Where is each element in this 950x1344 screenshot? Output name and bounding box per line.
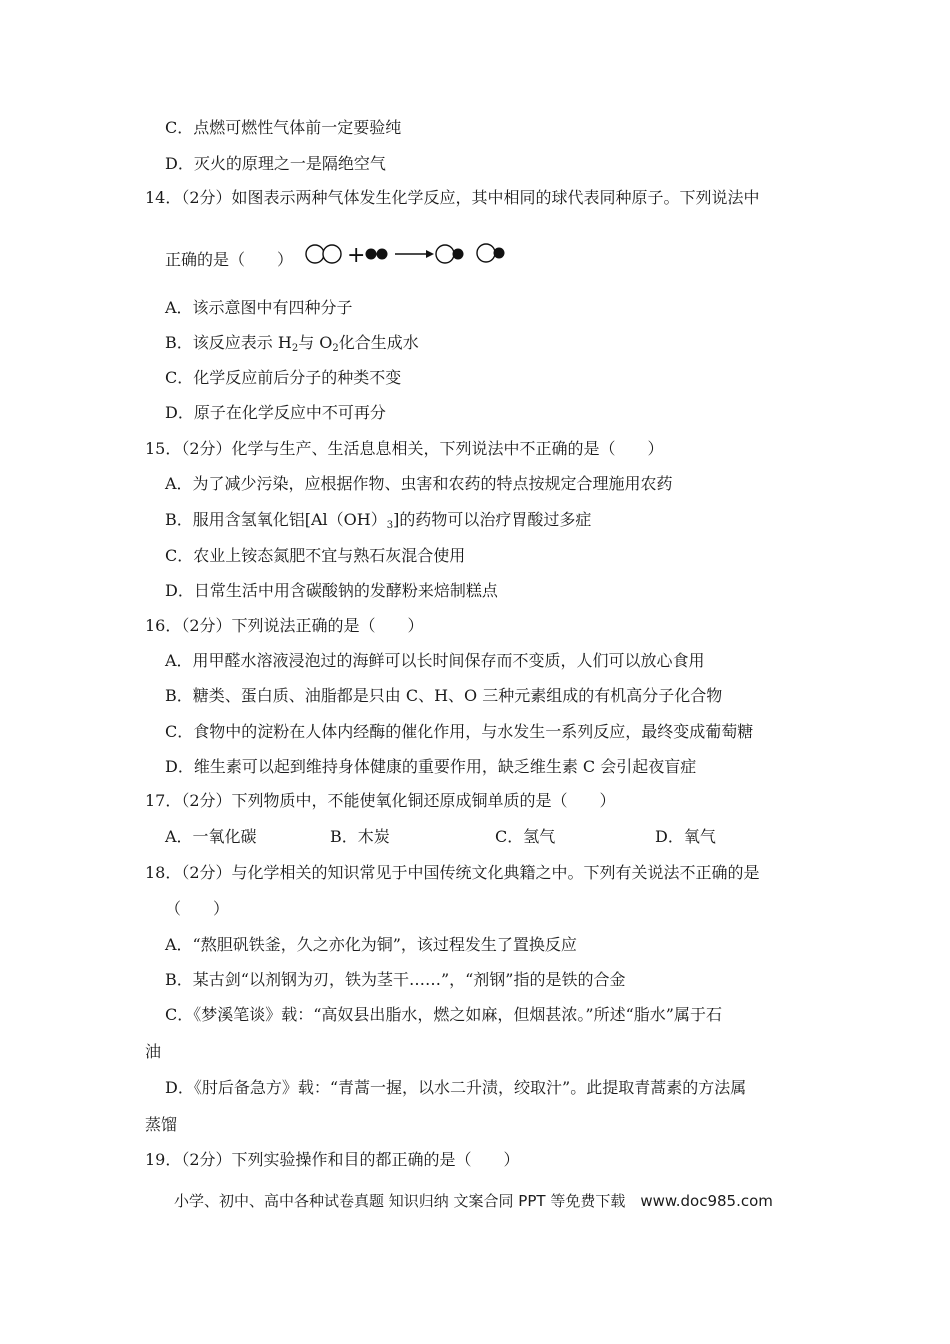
question-18-option-d: D．《肘后备急方》载：“青蒿一握，以水二升渍，绞取汁”。此提取青蒿素的方法属 bbox=[165, 1078, 747, 1097]
question-15-option-a: A．为了减少污染，应根据作物、虫害和农药的特点按规定合理施用农药 bbox=[165, 474, 673, 493]
question-16-option-d: D．维生素可以起到维持身体健康的重要作用，缺乏维生素 C 会引起夜盲症 bbox=[165, 757, 697, 776]
question-18-stem-cont: （ ） bbox=[165, 899, 230, 918]
question-17-option-a: A．一氧化碳 bbox=[165, 827, 257, 846]
question-18-option-a: A．“熬胆矾铁釜，久之亦化为铜”，该过程发生了置换反应 bbox=[165, 935, 577, 954]
plus-sign: + bbox=[347, 243, 366, 268]
question-18-stem: 18．（2分）与化学相关的知识常见于中国传统文化典籍之中。下列有关说法不正确的是 bbox=[145, 863, 760, 882]
option-d-top: D．灭火的原理之一是隔绝空气 bbox=[165, 154, 386, 173]
question-14-option-b: B．该反应表示 $H_2$与 $O_2$化合生成水 bbox=[165, 333, 419, 354]
question-14-option-c: C．化学反应前后分子的种类不变 bbox=[165, 368, 402, 387]
question-18-option-c-cont: 油 bbox=[145, 1042, 162, 1061]
question-17-option-b: B．木炭 bbox=[330, 827, 390, 846]
white-atom-icon bbox=[436, 245, 454, 263]
question-16-option-b: B．糖类、蛋白质、油脂都是只由 C、H、O 三种元素组成的有机高分子化合物 bbox=[165, 686, 723, 705]
white-atom-icon bbox=[477, 244, 495, 262]
question-14-option-d: D．原子在化学反应中不可再分 bbox=[165, 403, 386, 422]
black-atom-icon bbox=[453, 249, 464, 260]
arrow-head-icon bbox=[426, 250, 434, 258]
white-atom-icon bbox=[306, 245, 324, 263]
question-17-option-c: C．氢气 bbox=[495, 827, 556, 846]
question-15-option-d: D．日常生活中用含碳酸钠的发酵粉来焙制糕点 bbox=[165, 581, 498, 600]
question-16-stem: 16．（2分）下列说法正确的是（ ） bbox=[145, 616, 424, 635]
question-14-stem-cont: 正确的是（ ） bbox=[165, 250, 294, 269]
question-15-stem: 15．（2分）化学与生产、生活息息相关，下列说法中不正确的是（ ） bbox=[145, 439, 664, 458]
page-footer: 小学、初中、高中各种试卷真题 知识归纳 文案合同 PPT 等免费下载 www.doc985.com bbox=[174, 1192, 773, 1210]
question-14-stem: 14．（2分）如图表示两种气体发生化学反应，其中相同的球代表同种原子。下列说法中 bbox=[145, 188, 760, 207]
question-14-option-a: A．该示意图中有四种分子 bbox=[165, 298, 353, 317]
black-atom-icon bbox=[366, 249, 377, 260]
black-atom-icon bbox=[494, 248, 505, 259]
question-15-option-c: C．农业上铵态氮肥不宜与熟石灰混合使用 bbox=[165, 546, 466, 565]
question-15-option-b: B．服用含氢氧化铝$[Al(OH)_3]$的药物可以治疗胃酸过多症 bbox=[165, 510, 592, 531]
white-atom-icon bbox=[323, 245, 341, 263]
question-17-option-d: D．氧气 bbox=[655, 827, 716, 846]
question-16-option-c: C．食物中的淀粉在人体内经酶的催化作用，与水发生一系列反应，最终变成葡萄糖 bbox=[165, 722, 754, 741]
question-16-option-a: A．用甲醛水溶液浸泡过的海鲜可以长时间保存而不变质，人们可以放心食用 bbox=[165, 651, 705, 670]
black-atom-icon bbox=[377, 249, 388, 260]
question-17-stem: 17．（2分）下列物质中，不能使氧化铜还原成铜单质的是（ ） bbox=[145, 791, 616, 810]
question-18-option-d-cont: 蒸馏 bbox=[145, 1115, 178, 1134]
question-18-option-b: B．某古剑“以剂钢为刃，铁为茎干……”，“剂钢”指的是铁的合金 bbox=[165, 970, 626, 989]
question-18-option-c: C．《梦溪笔谈》载：“高奴县出脂水，燃之如麻，但烟甚浓。”所述“脂水”属于石 bbox=[165, 1005, 722, 1024]
question-19-stem: 19．（2分）下列实验操作和目的都正确的是（ ） bbox=[145, 1150, 520, 1169]
reaction-diagram bbox=[300, 238, 515, 270]
option-c-top: C．点燃可燃性气体前一定要验纯 bbox=[165, 118, 402, 137]
